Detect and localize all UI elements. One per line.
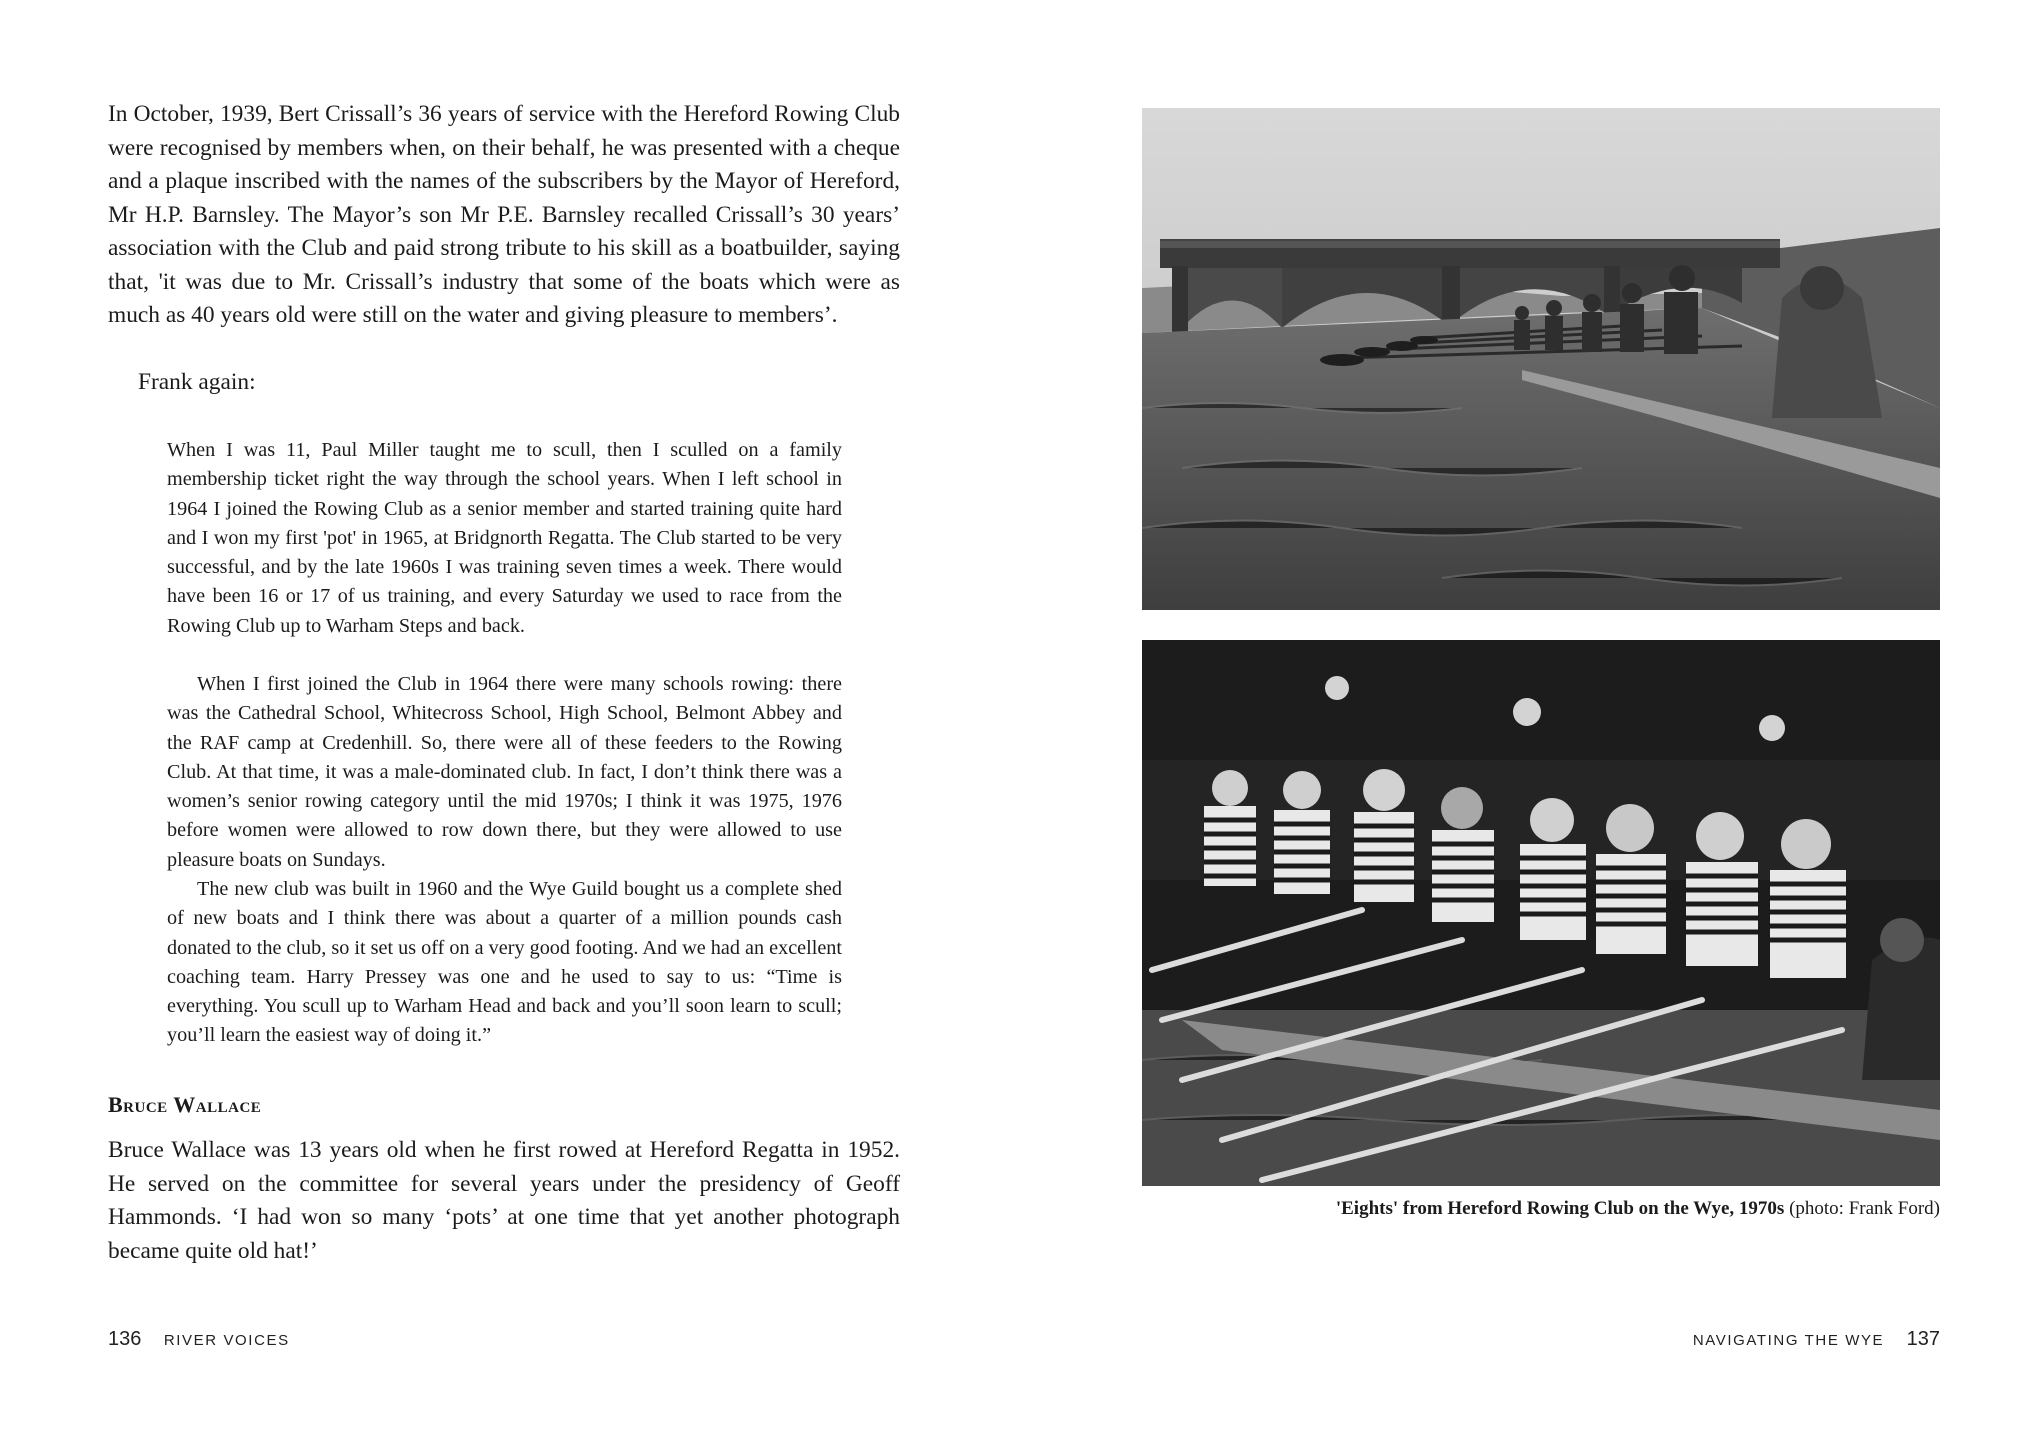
quote-paragraph-1: When I was 11, Paul Miller taught me to scull, then I sculled on a family membership ticket right the way through the school years. When I left school in 1964 I joined the Rowing Club as a senior member and started training quite hard and I won my first 'pot' in 1965, at Bridgnorth Regatta. The Club started to be very successful, and by the late 1960s I was training seven times a week. There would have been 16 or 17 of us training, and every Saturday we used to race from the Rowing Club up to Warham Steps and back. [167,439,842,637]
caption-credit: (photo: Frank Ford) [1789,1198,1940,1219]
photo-bridge-graphic [1142,108,1940,610]
body-paragraph-1: In October, 1939, Bert Crissall’s 36 years of service with the Hereford Rowing Club were recognised by members when, on their behalf, he was presented with a cheque and a plaque inscribed with the names of the subscribers by the Mayor of Hereford, Mr H.P. Barnsley. The Mayor’s son Mr P.E. Barnsley recalled Crissall’s 30 years’ association with the Club and paid strong tribute to his skill as a boatbuilder, saying that, 'it was due to Mr. Crissall’s industry that some of the boats which were as much as 40 years old were still on the water and giving pleasure to members’. [108,101,900,328]
running-title-left: RIVER VOICES [163,1332,290,1349]
page-number-left: 136 [108,1328,142,1350]
quote-paragraph-2: When I first joined the Club in 1964 there were many schools rowing: there was the Cathedral School, Whitecross School, High School, Belmont Abbey and the RAF camp at Credenhill. So, there were all of these feeders to the Rowing Club. At that time, it was a male-dominated club. In fact, I don’t think there was a women’s senior rowing category until the mid 1970s; I think it was 1975, 1976 before women were allowed to row down there, but they were allowed to use pleasure boats on Sundays. [167,673,842,871]
quote-paragraph-3: The new club was built in 1960 and the Wye Guild bought us a complete shed of new boats and I think there was about a quarter of a million pounds cash donated to the club, so it set us off on a very good footing. And we had an excellent coaching team. Harry Pressey was one and he used to say to us: “Time is everything. You scull up to Warham Head and back and you’ll soon learn to scull; you’ll learn the easiest way of doing it.” [167,878,842,1047]
photo-bridge-crew [1142,108,1940,610]
photo-eights-crew [1142,640,1940,1186]
caption-title: 'Eights' from Hereford Rowing Club on the Wye, 1970s [1335,1198,1785,1219]
photo-eights-graphic [1142,640,1940,1186]
body-paragraph-2: Frank again: [138,369,256,395]
running-title-right: NAVIGATING THE WYE [1692,1332,1885,1349]
photo-caption [1336,1196,1940,1222]
right-page [1010,0,2020,1430]
body-paragraph-3: Bruce Wallace was 13 years old when he first rowed at Hereford Regatta in 1952. He served on the committee for several years under the presidency of Geoff Hammonds. ‘I had won so many ‘pots’ at one time that yet another photograph became quite old hat!’ [108,1137,900,1264]
footer-right [1693,1328,1940,1351]
section-heading: Bruce Wallace [108,1092,262,1117]
footer-left [108,1328,290,1351]
page-number-right: 137 [1906,1328,1940,1350]
